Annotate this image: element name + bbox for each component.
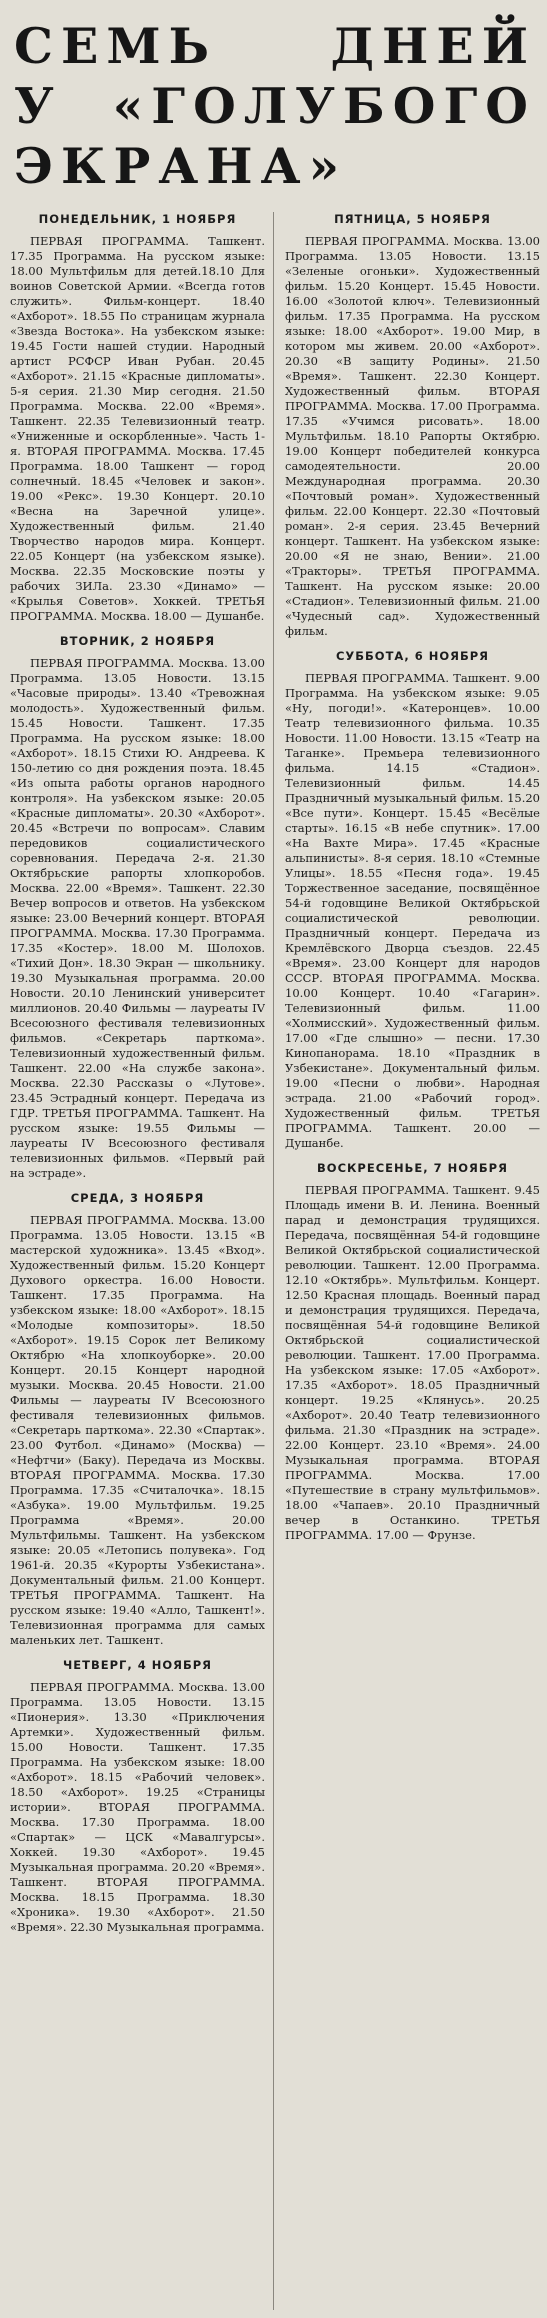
headline-line-1: СЕМЬ ДНЕЙ [14, 17, 536, 75]
headline [14, 16, 536, 196]
day-title: ЧЕТВЕРГ, 4 НОЯБРЯ [62, 1658, 213, 1672]
day-schedule-text: ПЕРВАЯ ПРОГРАММА. Ташкент. 17.35 Программа. На русском языке: 18.00 Мультфильм для детей.18.10 Для воинов Советской Армии. «Всегда готов служить». Фильм-концерт. 18.40 «Ахборот». 18.55 По страницам журнала «Звезда Востока». На узбекском языке: 19.45 Гости нашей студии. Народный артист РСФСР Иван Рубан. 20.45 «Ахборот». 21.15 «Красные дипломаты». 5-я серия. 21.30 Мир сегодня. 21.50 Программа. Москва. 22.00 «Время». Ташкент. 22.35 Телевизионный театр. «Униженные и оскорбленные». Часть 1-я. ВТОРАЯ ПРОГРАММА. Москва. 17.45 Программа. 18.00 Ташкент — город солнечный. 18.45 «Человек и закон». 19.00 «Рекс». 19.30 Концерт. 20.10 «Весна на Заречной улице». Художественный фильм. 21.40 Творчество народов мира. Концерт. 22.05 Концерт (на узбекском языке). Москва. 22.35 Московские поэты у рабочих ЗИЛа. 23.30 «Динамо» — «Крылья Советов». Хоккей. ТРЕТЬЯ ПРОГРАММА. Москва. 18.00 — Душанбе. [10, 234, 265, 623]
day-title: СУББОТА, 6 НОЯБРЯ [335, 649, 490, 663]
day-schedule-text: ПЕРВАЯ ПРОГРАММА. Москва. 13.00 Программа. 13.05 Новости. 13.15 «Пионерия». 13.30 «Приключения Артемки». Художественный фильм. 15.00 Новости. Ташкент. 17.35 Программа. На узбекском языке: 18.00 «Ахборот». 18.15 «Рабочий человек». 18.50 «Ахборот». 19.25 «Страницы истории». ВТОРАЯ ПРОГРАММА. Москва. 17.30 Программа. 18.00 «Спартак» — ЦСК «Мавалгурсы». Хоккей. 19.30 «Ахборот». 19.45 Музыкальная программа. 20.20 «Время». Ташкент. ВТОРАЯ ПРОГРАММА. Москва. 18.15 Программа. 18.30 «Хроника». 19.30 «Ахборот». 21.50 «Время». 22.30 Музыкальная программа. [10, 1680, 265, 1934]
headline-line-2: У «ГОЛУБОГО [14, 77, 536, 135]
headline-line-3: ЭКРАНА» [14, 137, 348, 195]
right-column [285, 212, 540, 2310]
day-schedule-text: ПЕРВАЯ ПРОГРАММА. Ташкент. 9.45 Площадь имени В. И. Ленина. Военный парад и демонстрация трудящихся. Передача, посвящённая 54-й годовщине Великой Октябрьской социалистической революции. Ташкент. 12.00 Программа. 12.10 «Октябрь». Мультфильм. Концерт. 12.50 Красная площадь. Военный парад и демонстрация трудящихся. Передача, посвящённая 54-й годовщине Великой Октябрьской социалистической революции. Ташкент. 17.00 Программа. На узбекском языке: 17.05 «Ахборот». 17.35 «Ахборот». 18.05 Праздничный концерт. 19.25 «Клянусь». 20.25 «Ахборот». 20.40 Театр телевизионного фильма. 21.30 «Праздник на эстраде». 22.00 Концерт. 23.10 «Время». 24.00 Музыкальная программа. ВТОРАЯ ПРОГРАММА. Москва. 17.00 «Путешествие в страну мультфильмов». 18.00 «Чапаев». 20.10 Праздничный вечер в Останкино. ТРЕТЬЯ ПРОГРАММА. 17.00 — Фрунзе. [285, 1183, 540, 1542]
day-title: ВТОРНИК, 2 НОЯБРЯ [59, 634, 216, 648]
day-title: ВОСКРЕСЕНЬЕ, 7 НОЯБРЯ [317, 1161, 508, 1175]
day-tuesday [10, 634, 265, 1181]
day-monday [10, 212, 265, 624]
day-schedule-text: ПЕРВАЯ ПРОГРАММА. Москва. 13.00 Программа. 13.05 Новости. 13.15 «Зеленые огоньки». Художественный фильм. 15.20 Концерт. 15.45 Новости. 16.00 «Золотой ключ». Телевизионный фильм. 17.35 Программа. На русском языке: 18.00 «Ахборот». 19.00 Мир, в котором мы живем. 20.00 «Ахборот». 20.30 «В защиту Родины». 21.50 «Время». Ташкент. 22.30 Концерт. Художественный фильм. ВТОРАЯ ПРОГРАММА. Москва. 17.00 Программа. 17.35 «Учимся рисовать». 18.00 Мультфильм. 18.10 Рапорты Октябрю. 19.00 Концерт победителей конкурса самодеятельности. 20.00 Международная программа. 20.30 «Почтовый роман». Художественный фильм. 22.00 Концерт. 22.30 «Почтовый роман». 2-я серия. 23.45 Вечерний концерт. Ташкент. На узбекском языке: 20.00 «Я не знаю, Вении». 21.00 «Тракторы». ТРЕТЬЯ ПРОГРАММА. Ташкент. На русском языке: 20.00 «Стадион». Телевизионный фильм. 21.00 «Чудесный сад». Художественный фильм. [285, 234, 540, 638]
schedule-columns [10, 212, 540, 2310]
left-column [10, 212, 265, 2310]
day-schedule-text: ПЕРВАЯ ПРОГРАММА. Ташкент. 9.00 Программа. На узбекском языке: 9.05 «Ну, погоди!». «Катеронцев». 10.00 Театр телевизионного фильма. 10.35 Новости. 11.00 Новости. 13.15 «Театр на Таганке». Премьера телевизионного фильма. 14.15 «Стадион». Телевизионный фильм. 14.45 Праздничный музыкальный фильм. 15.20 «Все пути». Концерт. 15.45 «Весёлые старты». 16.15 «В небе спутник». 17.00 «На Вахте Мира». 17.45 «Красные альпинисты». 8-я серия. 18.10 «Стемные Улицы». 18.55 «Песня года». 19.45 Торжественное заседание, посвящённое 54-й годовщине Великой Октябрьской социалистической революции. Праздничный концерт. Передача из Кремлёвского Дворца съездов. 22.45 «Время». 23.00 Концерт для народов СССР. ВТОРАЯ ПРОГРАММА. Москва. 10.00 Концерт. 10.40 «Гагарин». Телевизионный фильм. 11.00 «Холмисский». Художественный фильм. 17.00 «Где слышно» — песни. 17.30 Кинопанорама. 18.10 «Праздник в Узбекистане». Документальный фильм. 19.00 «Песни о любви». Народная эстрада. 21.00 «Рабочий город». Художественный фильм. ТРЕТЬЯ ПРОГРАММА. Ташкент. 20.00 — Душанбе. [285, 671, 540, 1150]
day-wednesday [10, 1191, 265, 1648]
day-schedule-text: ПЕРВАЯ ПРОГРАММА. Москва. 13.00 Программа. 13.05 Новости. 13.15 «В мастерской художника». 13.45 «Вход». Художественный фильм. 15.20 Концерт Духового оркестра. 16.00 Новости. Ташкент. 17.35 Программа. На узбекском языке: 18.00 «Ахборот». 18.15 «Молодые композиторы». 18.50 «Ахборот». 19.15 Сорок лет Великому Октябрю «На хлопкоуборке». 20.00 Концерт. 20.15 Концерт народной музыки. Москва. 20.45 Новости. 21.00 Фильмы — лауреаты IV Всесоюзного фестиваля телевизионных фильмов. «Секретарь парткома». 22.30 «Спартак». 23.00 Футбол. «Динамо» (Москва) — «Нефтчи» (Баку). Передача из Москвы. ВТОРАЯ ПРОГРАММА. Москва. 17.30 Программа. 17.35 «Считалочка». 18.15 «Азбука». 19.00 Мультфильм. 19.25 Программа «Время». 20.00 Мультфильмы. Ташкент. На узбекском языке: 20.05 «Летопись полувека». Год 1961-й. 20.35 «Курорты Узбекистана». Документальный фильм. 21.00 Концерт. ТРЕТЬЯ ПРОГРАММА. Ташкент. На русском языке: 19.40 «Алло, Ташкент!». Телевизионная программа для самых маленьких лет. Ташкент. [10, 1213, 265, 1647]
day-title: СРЕДА, 3 НОЯБРЯ [70, 1191, 205, 1205]
day-sunday [285, 1161, 540, 1543]
day-schedule-text: ПЕРВАЯ ПРОГРАММА. Москва. 13.00 Программа. 13.05 Новости. 13.15 «Часовые природы». 13.40 «Тревожная молодость». Художественный фильм. 15.45 Новости. Ташкент. 17.35 Программа. На русском языке: 18.00 «Ахборот». 18.15 Стихи Ю. Андреева. К 150-летию со дня рождения поэта. 18.45 «Из опыта работы органов народного контроля». На узбекском языке: 20.05 «Красные дипломаты». 20.30 «Ахборот». 20.45 «Встречи по вопросам». Славим передовиков социалистического соревнования. Передача 2-я. 21.30 Октябрьские рапорты хлопкоробов. Москва. 22.00 «Время». Ташкент. 22.30 Вечер вопросов и ответов. На узбекском языке: 23.00 Вечерний концерт. ВТОРАЯ ПРОГРАММА. Москва. 17.30 Программа. 17.35 «Костер». 18.00 М. Шолохов. «Тихий Дон». 18.30 Экран — школьнику. 19.30 Музыкальная программа. 20.00 Новости. 20.10 Ленинский университет миллионов. 20.40 Фильмы — лауреаты IV Всесоюзного фестиваля телевизионных фильмов. «Секретарь парткома». Телевизионный художественный фильм. Ташкент. 22.00 «На службе закона». Москва. 22.30 Рассказы о «Лутове». 23.45 Эстрадный концерт. Передача из ГДР. ТРЕТЬЯ ПРОГРАММА. Ташкент. На русском языке: 19.55 Фильмы — лауреаты IV Всесоюзного фестиваля телевизионных фильмов. «Первый рай на эстраде». [10, 656, 265, 1180]
day-title: ПЯТНИЦА, 5 НОЯБРЯ [334, 212, 491, 226]
day-thursday [10, 1658, 265, 1935]
day-saturday [285, 649, 540, 1151]
day-title: ПОНЕДЕЛЬНИК, 1 НОЯБРЯ [38, 212, 237, 226]
day-friday [285, 212, 540, 639]
